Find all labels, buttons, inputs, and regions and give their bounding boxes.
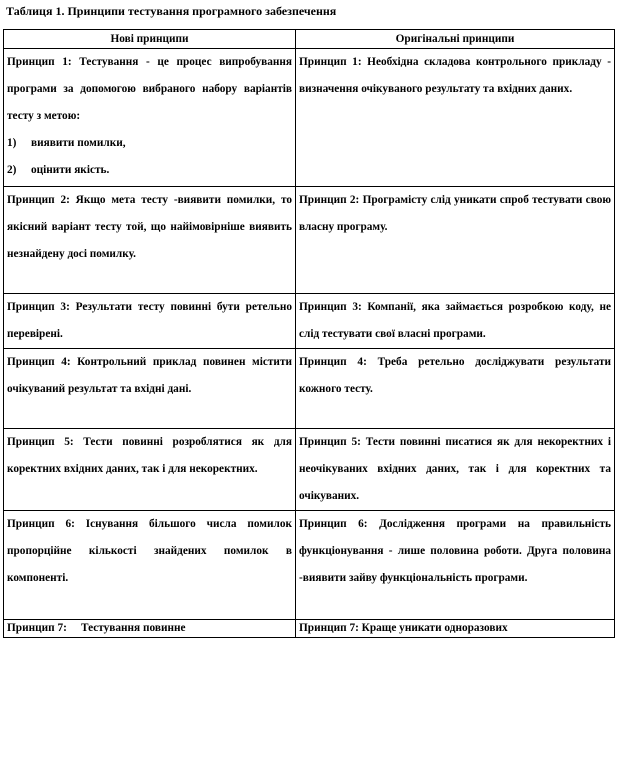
- table-caption: Таблиця 1. Принципи тестування програмного забезпечення: [6, 4, 337, 18]
- table-row: [4, 429, 615, 511]
- list-text: оцінити якість.: [31, 164, 110, 176]
- new-principle-cell: Принцип 7: Тестування повинне: [4, 620, 296, 638]
- table-row: [4, 511, 615, 620]
- list-item: [7, 157, 292, 184]
- original-principle-cell: Принцип 1: Необхідна складова контрольного прикладу - визначення очікуваного результату та вхідних даних.: [296, 49, 615, 187]
- new-principle-text: Принцип 1: Тестування - це процес випробування програми за допомогою вибраного набору варіантів тесту з метою:: [7, 56, 292, 122]
- new-principle-cell: Принцип 2: Якщо мета тесту -виявити помилки, то якісний варіант тесту той, що найімовірніше виявить незнайдену досі помилку.: [4, 187, 296, 294]
- table-row: [4, 294, 615, 349]
- original-principle-cell: Принцип 6: Дослідження програми на правильність функціонування - лише половина роботи. Друга половина -виявити зайву функціональність програми.: [296, 511, 615, 620]
- original-principle-cell: Принцип 2: Програмісту слід уникати спроб тестувати свою власну програму.: [296, 187, 615, 294]
- table-row: [4, 49, 615, 187]
- goals-list: [7, 130, 292, 184]
- list-item: [7, 130, 292, 157]
- new-principle-cell: [4, 49, 296, 187]
- original-principle-cell: Принцип 5: Тести повинні писатися як для некоректних і неочікуваних вхідних даних, так і для коректних та очікуваних.: [296, 429, 615, 511]
- original-principle-cell: Принцип 7: Краще уникати одноразових: [296, 620, 615, 638]
- table-header-row: [4, 30, 615, 49]
- table-row: [4, 349, 615, 429]
- table-row: [4, 187, 615, 294]
- new-principle-cell: Принцип 3: Результати тесту повинні бути ретельно перевірені.: [4, 294, 296, 349]
- principles-table: [3, 29, 615, 638]
- new-principle-cell: Принцип 6: Існування більшого числа помилок пропорційне кількості знайдених помилок в компоненті.: [4, 511, 296, 620]
- list-number: 2): [7, 164, 17, 176]
- header-original-principles: Оригінальні принципи: [296, 30, 615, 49]
- list-number: 1): [7, 137, 17, 149]
- table-row: [4, 620, 615, 638]
- new-principle-cell: Принцип 4: Контрольний приклад повинен містити очікуваний результат та вхідні дані.: [4, 349, 296, 429]
- new-principle-cell: Принцип 5: Тести повинні розроблятися як для коректних вхідних даних, так і для некоректних.: [4, 429, 296, 511]
- original-principle-cell: Принцип 3: Компанії, яка займається розробкою коду, не слід тестувати свої власні програми.: [296, 294, 615, 349]
- list-text: виявити помилки,: [31, 137, 126, 149]
- header-new-principles: Нові принципи: [4, 30, 296, 49]
- original-principle-cell: Принцип 4: Треба ретельно досліджувати результати кожного тесту.: [296, 349, 615, 429]
